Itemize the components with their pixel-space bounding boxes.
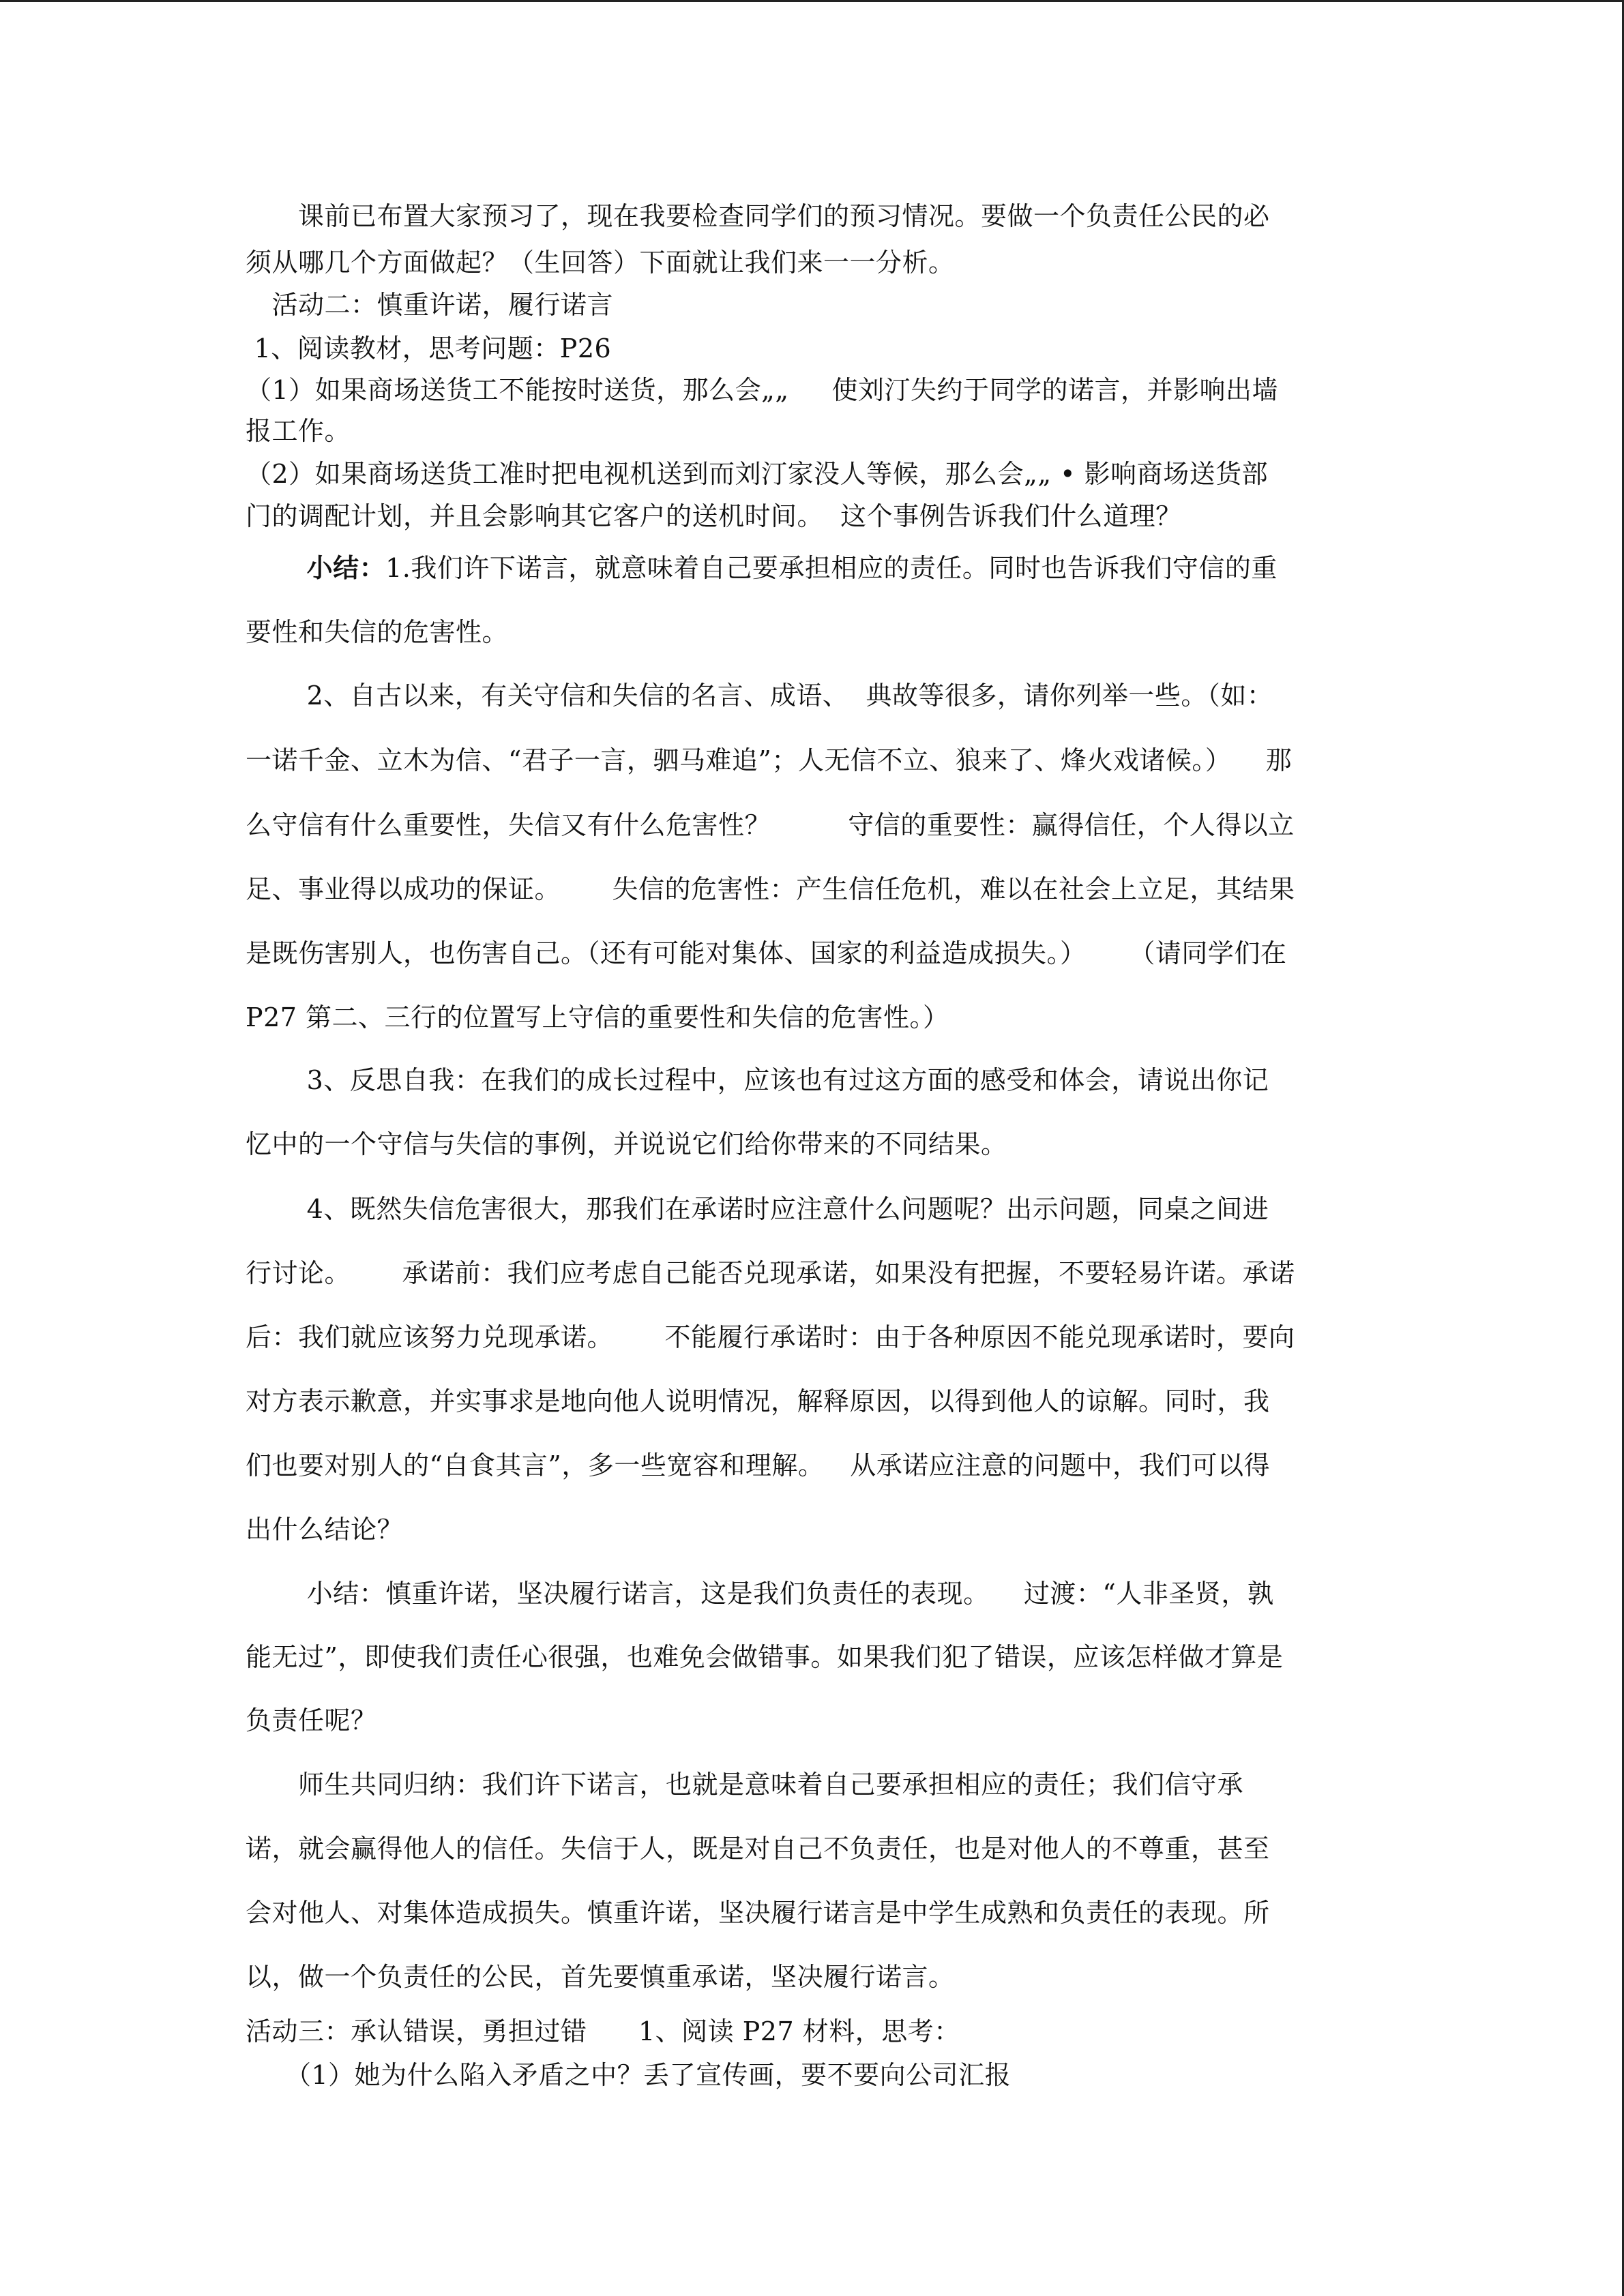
summary-text: 1.我们许下诺言，就意味着自己要承担相应的责任。同时也告诉我们守信的重 [385, 553, 1278, 583]
section-heading: 活动二：慎重许诺，履行诺言 [246, 290, 614, 320]
text-line: 师生共同归纳：我们许下诺言，也就是意味着自己要承担相应的责任；我们信守承 [246, 1770, 1244, 1800]
text-line: 后：我们就应该努力兑现承诺。 不能履行承诺时：由于各种原因不能兑现承诺时，要向 [246, 1322, 1295, 1352]
text-line: P27 第二、三行的位置写上守信的重要性和失信的危害性。） [246, 1002, 949, 1032]
text-line: 足、事业得以成功的保证。 失信的危害性：产生信任危机，难以在社会上立足，其结果 [246, 874, 1295, 904]
text-line: 1、阅读教材，思考问题：P26 [246, 333, 612, 363]
text-line: （2）如果商场送货工准时把电视机送到而刘汀家没人等候，那么会„„ • 影响商场送货部 [246, 459, 1269, 489]
text-line: 会对他人、对集体造成损失。慎重许诺，坚决履行诺言是中学生成熟和负责任的表现。所 [246, 1898, 1270, 1928]
text-line: 对方表示歉意，并实事求是地向他人说明情况，解释原因，以得到他人的谅解。同时，我 [246, 1386, 1270, 1416]
text-line: 2、自古以来，有关守信和失信的名言、成语、 典故等很多，请你列举一些。（如： [246, 681, 1273, 711]
text-line: 要性和失信的危害性。 [246, 617, 509, 647]
summary-label: 小结： [306, 552, 386, 583]
text-line: 能无过”，即使我们责任心很强，也难免会做错事。如果我们犯了错误，应该怎样做才算是 [246, 1642, 1284, 1672]
summary-line [246, 551, 1381, 585]
text-line: 以，做一个负责任的公民，首先要慎重承诺，坚决履行诺言。 [246, 1962, 955, 1992]
section-heading: 活动三：承认错误，勇担过错 1、阅读 P27 材料，思考： [246, 2016, 960, 2046]
text-line: （1）她为什么陷入矛盾之中？丢了宣传画，要不要向公司汇报 [246, 2060, 1012, 2090]
text-line: 须从哪几个方面做起？（生回答）下面就让我们来一一分析。 [246, 248, 955, 278]
text-line: 诺，就会赢得他人的信任。失信于人，既是对自己不负责任，也是对他人的不尊重，甚至 [246, 1834, 1270, 1864]
text-line: 4、既然失信危害很大，那我们在承诺时应注意什么问题呢？出示问题，同桌之间进 [246, 1194, 1269, 1224]
text-line: （1）如果商场送货工不能按时送货，那么会„„ 使刘汀失约于同学的诺言，并影响出墙 [246, 375, 1278, 405]
text-line: 小结：慎重许诺，坚决履行诺言，这是我们负责任的表现。 过渡：“人非圣贤，孰 [246, 1579, 1274, 1609]
text-line: 负责任呢？ [246, 1705, 377, 1735]
text-line: 门的调配计划，并且会影响其它客户的送机时间。 这个事例告诉我们什么道理？ [246, 501, 1182, 531]
text-line: 3、反思自我：在我们的成长过程中，应该也有过这方面的感受和体会，请说出你记 [246, 1065, 1269, 1095]
text-line: 么守信有什么重要性，失信又有什么危害性？ 守信的重要性：赢得信任，个人得以立 [246, 810, 1295, 840]
text-line: 一诺千金、立木为信、“君子一言，驷马难追”；人无信不立、狼来了、烽火戏诸候。） 那 [246, 745, 1293, 775]
text-line: 忆中的一个守信与失信的事例，并说说它们给你带来的不同结果。 [246, 1129, 1007, 1159]
page-border-top [0, 0, 1624, 2]
text-line: 出什么结论？ [246, 1515, 404, 1545]
text-line: 课前已布置大家预习了，现在我要检查同学们的预习情况。要做一个负责任公民的必 [246, 201, 1270, 231]
text-line: 是既伤害别人，也伤害自己。（还有可能对集体、国家的利益造成损失。） （请同学们在 [246, 938, 1287, 968]
text-line: 报工作。 [246, 416, 351, 446]
text-line: 行讨论。 承诺前：我们应考虑自己能否兑现承诺，如果没有把握，不要轻易许诺。承诺 [246, 1258, 1295, 1288]
text-line: 们也要对别人的“自食其言”，多一些宽容和理解。 从承诺应注意的问题中，我们可以得 [246, 1450, 1271, 1480]
